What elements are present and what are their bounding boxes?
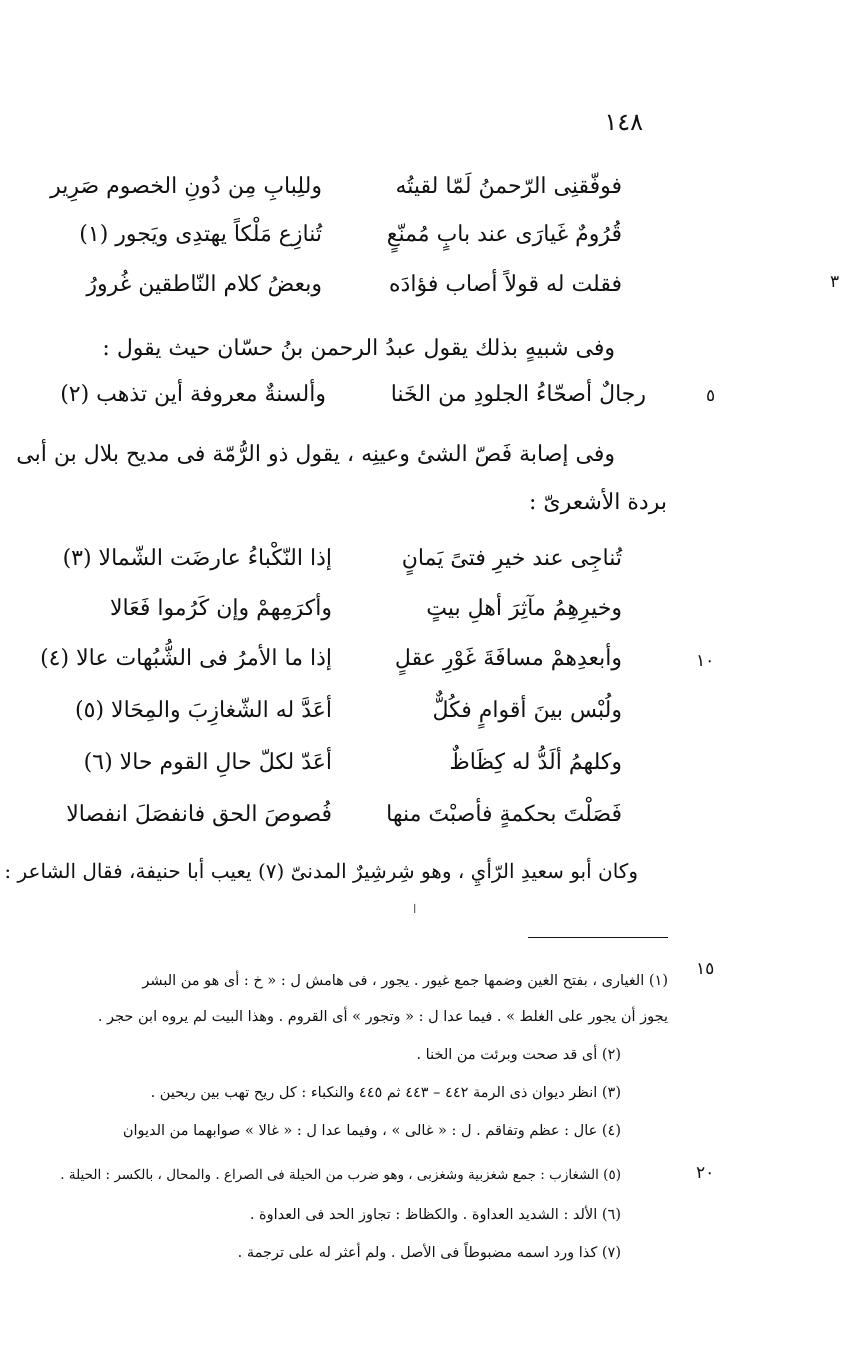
prose-paragraph: وكان أبو سعيدِ الرّأيِ ، وهو شِرشِيرٌ المدنىّ (٧) يعيب أبا حنيفة، فقال الشاعر : [4, 859, 638, 883]
page-number: ١٤٨ [604, 108, 643, 136]
verse-line [50, 168, 622, 206]
margin-line-number: ٢٠ [696, 1163, 715, 1183]
verse-line [60, 376, 646, 414]
footnote-continuation: يجوز أن يجور على الغلط » . فيما عدا ل : « وتجور » أى القروم . وهذا البيت لم يروه ابن حجر . [97, 1009, 668, 1025]
footnote: (٧) كذا ورد اسمه مضبوطاً فى الأصل . ولم أعثر له على ترجمة . [237, 1245, 621, 1261]
footnote-divider [528, 937, 668, 938]
footnote: (١) الغيارى ، بفتح الغين وضمها جمع غيور . يجور ، فى هامش ل : « خ : أى هو من البشر [142, 973, 668, 989]
verse-second-hemistich: وبعضُ كلام النّاطقين غُرورُ [86, 272, 322, 297]
verse-second-hemistich: وألسنةٌ معروفة أين تذهب (٢) [60, 382, 326, 407]
verse-line [60, 692, 622, 730]
verse-first-hemistich: وأبعدِهمْ مسافَةَ غَوْرِ عقلٍ [394, 646, 622, 671]
footnote: (٢) أى قد صحت وبرئت من الخنا . [416, 1047, 621, 1063]
footnote: (٤) عال : عظم وتفاقم . ل : « غالى » ، وفيما عدا ل : « غالا » صوابهما من الديوان [122, 1123, 621, 1139]
margin-line-number: ٥ [706, 386, 716, 406]
stray-mark: ا [413, 902, 417, 916]
verse-first-hemistich: ولُبْس بينَ أقوامٍ فكُلٌّ [432, 698, 622, 723]
verse-first-hemistich: قُرُومٌ غَيارَى عند بابٍ مُمنّعٍ [386, 222, 622, 247]
verse-second-hemistich: وأكرَمِهمْ وإن كَرُموا فَعَالا [109, 596, 332, 621]
prose-paragraph: وفى إصابة فَصّ الشئ وعينِه ، يقول ذو الرُّمّة فى مديح بلال بن أبى [16, 442, 615, 467]
verse-second-hemistich: أعَدَّ له الشّغازِبَ والمِحَالا (٥) [75, 698, 332, 723]
margin-line-number: ١٥ [696, 959, 715, 979]
verse-line [60, 216, 622, 254]
margin-line-number: ٣ [830, 272, 840, 292]
prose-paragraph-continuation: بردة الأشعرىّ : [528, 490, 667, 515]
verse-line [60, 590, 622, 628]
verse-line [60, 266, 622, 304]
verse-line [60, 744, 622, 782]
verse-second-hemistich: إذا ما الأمرُ فى الشُّبُهات عالا (٤) [40, 646, 332, 671]
margin-line-number: ١٠ [696, 651, 715, 671]
verse-first-hemistich: وخيرِهِمُ مآثِرَ أهلِ بيتٍ [426, 596, 622, 621]
verse-line [40, 640, 622, 678]
verse-first-hemistich: وكلهمُ ألَدُّ له كِظَاظٌ [449, 750, 622, 775]
verse-first-hemistich: رجالٌ أصحّاءُ الجلودِ من الخَنا [390, 382, 646, 407]
verse-second-hemistich: وللِبابِ مِن دُونِ الخصوم صَرِير [50, 174, 322, 199]
verse-first-hemistich: فقلت له قولاً أصاب فؤادَه [389, 272, 622, 297]
verse-first-hemistich: فَصَلْتَ بحكمةٍ فأصبْتَ منها [386, 802, 622, 827]
verse-line [60, 796, 622, 834]
verse-second-hemistich: تُنازِع مَلْكاً يهتدِى ويَجور (١) [79, 222, 322, 247]
footnote: (٥) الشغازب : جمع شغزبية وشغزبى ، وهو ضرب من الحيلة فى الصراع . والمحال ، بالكسر : الحيلة . [60, 1167, 621, 1183]
verse-first-hemistich: تُناجِى عند خيرِ فتىً يَمانٍ [401, 546, 622, 571]
prose-paragraph: وفى شبيهٍ بذلك يقول عبدُ الرحمن بنُ حسّان حيث يقول : [102, 336, 615, 361]
verse-first-hemistich: فوفّقنِى الرّحمنُ لَمّا لقيتُه [395, 174, 622, 199]
footnote: (٦) الألد : الشديد العداوة . والكظاظ : تجاوز الحد فى العداوة . [249, 1207, 621, 1223]
verse-second-hemistich: إذا النّكْباءُ عارضَت الشّمالا (٣) [62, 546, 332, 571]
footnote: (٣) انظر ديوان ذى الرمة ٤٤٢ – ٤٤٣ ثم ٤٤٥ والنكباء : كل ريح تهب بين ريحين . [150, 1085, 621, 1101]
verse-second-hemistich: فُصوصَ الحق فانفصَلَ انفصالا [66, 802, 332, 827]
verse-line [60, 540, 622, 578]
verse-second-hemistich: أعَدّ لكلّ حالِ القوم حالا (٦) [83, 750, 332, 775]
